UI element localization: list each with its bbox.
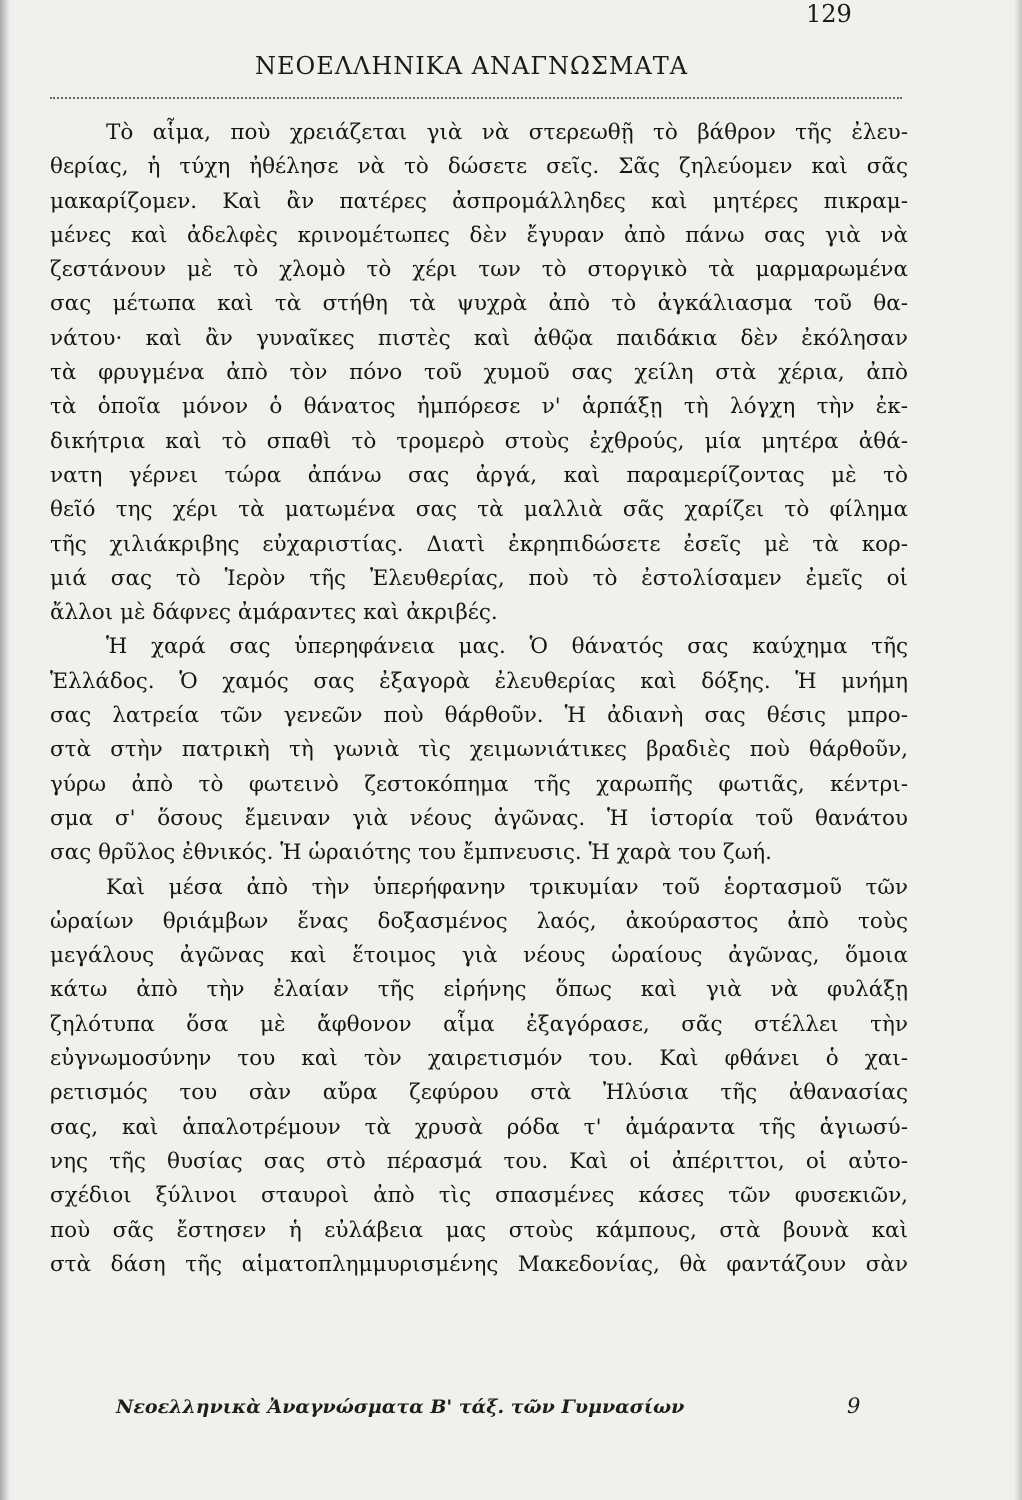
text-line: νατη γέρνει τώρα ἀπάνω σας ἀργά, καὶ παραμερίζοντας μὲ τὸ <box>50 462 908 488</box>
text-line: ὡραίων θριάμβων ἕνας δοξασμένος λαός, ἀκούραστος ἀπὸ τοὺς <box>50 908 908 934</box>
footer-title: Νεοελληνικὰ Ἀναγνώσματα Β' τάξ. τῶν Γυμνασίων <box>116 1396 685 1418</box>
text-line: μεγάλους ἀγῶνας καὶ ἕτοιμος γιὰ νέους ὡραίους ἀγῶνας, ὅμοια <box>50 943 908 969</box>
text-line: ἄλλοι μὲ δάφνες ἀμάραντες καὶ ἀκριβές. <box>50 600 498 626</box>
text-line: σμα σ' ὅσους ἔμειναν γιὰ νέους ἀγῶνας. Ἡ ἱστορία τοῦ θανάτου <box>50 805 908 831</box>
page-edge-shadow <box>0 0 10 1500</box>
page-number: 129 <box>806 0 852 28</box>
page-edge-shadow-right <box>1014 0 1022 1500</box>
text-line: Ἑλλάδος. Ὁ χαμός σας ἐξαγορὰ ἐλευθερίας καὶ δόξης. Ἡ μνήμη <box>50 668 908 694</box>
text-line: σας μέτωπα καὶ τὰ στήθη τὰ ψυχρὰ ἀπὸ τὸ ἀγκάλιασμα τοῦ θα- <box>50 291 908 317</box>
text-line: εὐγνωμοσύνην του καὶ τὸν χαιρετισμόν του. Καὶ φθάνει ὁ χαι- <box>50 1046 908 1072</box>
body-text <box>50 116 908 1282</box>
text-line: ζεστάνουν μὲ τὸ χλομὸ τὸ χέρι των τὸ στοργικὸ τὰ μαρμαρωμένα <box>50 257 908 283</box>
text-line: Τὸ αἷμα, ποὺ χρειάζεται γιὰ νὰ στερεωθῇ τὸ βάθρον τῆς ἐλευ- <box>106 120 908 145</box>
text-line: κάτω ἀπὸ τὴν ἐλαίαν τῆς εἰρήνης ὅπως καὶ γιὰ νὰ φυλάξῃ <box>50 977 908 1003</box>
text-line: στὰ δάση τῆς αἱματοπλημμυρισμένης Μακεδονίας, θὰ φαντάζουν σὰν <box>50 1251 908 1277</box>
text-line: τῆς χιλιάκριβης εὐχαριστίας. Διατὶ ἐκρηπιδώσετε ἐσεῖς μὲ τὰ κορ- <box>50 531 908 557</box>
text-line: θεῖό της χέρι τὰ ματωμένα σας τὰ μαλλιὰ σᾶς χαρίζει τὸ φίλημα <box>50 497 908 523</box>
text-line: θερίας, ἡ τύχη ἠθέλησε νὰ τὸ δώσετε σεῖς. Σᾶς ζηλεύομεν καὶ σᾶς <box>50 154 908 180</box>
text-line: μακαρίζομεν. Καὶ ἂν πατέρες ἀσπρομάλληδες καὶ μητέρες πικραμ- <box>50 188 908 214</box>
text-line: σχέδιοι ξύλινοι σταυροὶ ἀπὸ τὶς σπασμένες κάσες τῶν φυσεκιῶν, <box>50 1183 908 1209</box>
text-line: σας, καὶ ἁπαλοτρέμουν τὰ χρυσὰ ρόδα τ' ἀμάραντα τῆς ἁγιωσύ- <box>50 1114 908 1140</box>
text-line: μένες καὶ ἀδελφὲς κρινομέτωπες δὲν ἔγυραν ἀπὸ πάνω σας γιὰ νὰ <box>50 222 908 248</box>
running-title: ΝΕΟΕΛΛΗΝΙΚΑ ΑΝΑΓΝΩΣΜΑΤΑ <box>255 52 689 80</box>
text-line: ρετισμός του σὰν αὔρα ζεφύρου στὰ Ἠλύσια τῆς ἀθανασίας <box>50 1080 908 1106</box>
text-line: γύρω ἀπὸ τὸ φωτεινὸ ζεστοκόπημα τῆς χαρωπῆς φωτιᾶς, κέντρι- <box>50 771 908 797</box>
text-line: τὰ φρυγμένα ἀπὸ τὸν πόνο τοῦ χυμοῦ σας χείλη στὰ χέρια, ἀπὸ <box>50 360 908 386</box>
text-line: Ἡ χαρά σας ὑπερηφάνεια μας. Ὁ θάνατός σας καύχημα τῆς <box>106 634 908 660</box>
text-line: μιά σας τὸ Ἱερὸν τῆς Ἐλευθερίας, ποὺ τὸ ἐστολίσαμεν ἐμεῖς οἱ <box>50 565 908 591</box>
text-line: νάτου· καὶ ἂν γυναῖκες πιστὲς καὶ ἀθῷα παιδάκια δὲν ἐκόλησαν <box>50 325 908 351</box>
text-line: στὰ στὴν πατρικὴ τὴ γωνιὰ τὶς χειμωνιάτικες βραδιὲς ποὺ θάρθοῦν, <box>50 737 908 763</box>
running-header <box>50 52 902 88</box>
text-line: νης τῆς θυσίας σας στὸ πέρασμά του. Καὶ οἱ ἀπέριττοι, οἱ αὐτο- <box>50 1148 908 1174</box>
text-line: δικήτρια καὶ τὸ σπαθὶ τὸ τρομερὸ στοὺς ἐχθρούς, μία μητέρα ἀθά- <box>50 428 908 454</box>
signature-mark: 9 <box>847 1394 861 1418</box>
header-rule <box>50 97 902 99</box>
text-line: τὰ ὁποῖα μόνον ὁ θάνατος ἠμπόρεσε ν' ἁρπάξῃ τὴ λόγχη τὴν ἐκ- <box>50 394 908 420</box>
text-line: ζηλότυπα ὅσα μὲ ἄφθονον αἷμα ἐξαγόρασε, σᾶς στέλλει τὴν <box>50 1011 908 1037</box>
text-line: σας λατρεία τῶν γενεῶν ποὺ θάρθοῦν. Ἡ ἀδιανὴ σας θέσις μπρο- <box>50 703 908 729</box>
text-line: σας θρῦλος ἐθνικός. Ἡ ὡραιότης του ἔμπνευσις. Ἡ χαρὰ του ζωή. <box>50 840 772 866</box>
text-line: ποὺ σᾶς ἔστησεν ἡ εὐλάβεια μας στοὺς κάμπους, στὰ βουνὰ καὶ <box>50 1217 908 1243</box>
text-line: Καὶ μέσα ἀπὸ τὴν ὑπερήφανην τρικυμίαν τοῦ ἑορτασμοῦ τῶν <box>106 874 908 900</box>
